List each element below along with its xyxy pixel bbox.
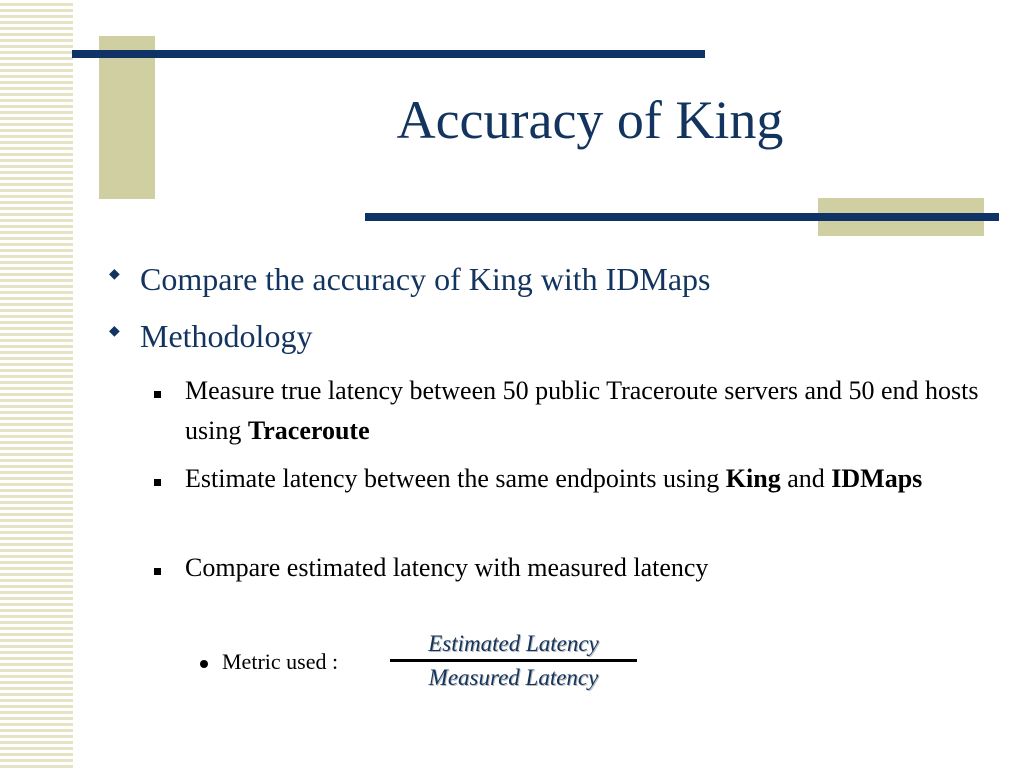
diamond-bullet-icon: ◆ [109,324,120,339]
fraction-bar [390,659,637,662]
bullet-methodology: Methodology [140,318,313,354]
idmaps-bold: IDMaps [831,464,923,493]
sub-bullet-measure-text: Measure true latency between 50 public Traceroute servers and 50 end hosts using [185,376,979,445]
traceroute-bold: Traceroute [247,416,370,445]
sub-bullet-estimate [185,459,985,499]
sub-bullet-compare-latency: Compare estimated latency with measured latency [185,553,709,582]
square-bullet-icon [154,479,161,486]
sub-bullet-measure [185,371,985,451]
metric-fraction [390,632,637,689]
square-bullet-icon [154,391,161,398]
and-text: and [780,464,832,493]
striped-margin [0,0,73,768]
bullet-compare: Compare the accuracy of King with IDMaps [140,261,711,297]
slide-title: Accuracy of King [396,90,784,150]
decorative-tan-block-top [99,36,155,199]
fraction-numerator: Estimated Latency [428,631,599,656]
king-bold: King [725,464,781,493]
fraction-denominator: Measured Latency [428,665,599,690]
diamond-bullet-icon: ◆ [109,267,120,282]
square-bullet-icon [154,568,161,575]
decorative-navy-bar-bottom [365,213,999,221]
sub-bullet-estimate-text: Estimate latency between the same endpoints using [185,464,726,493]
decorative-navy-bar-top [72,50,705,58]
metric-label: Metric used : [222,649,339,674]
round-bullet-icon [200,660,208,668]
